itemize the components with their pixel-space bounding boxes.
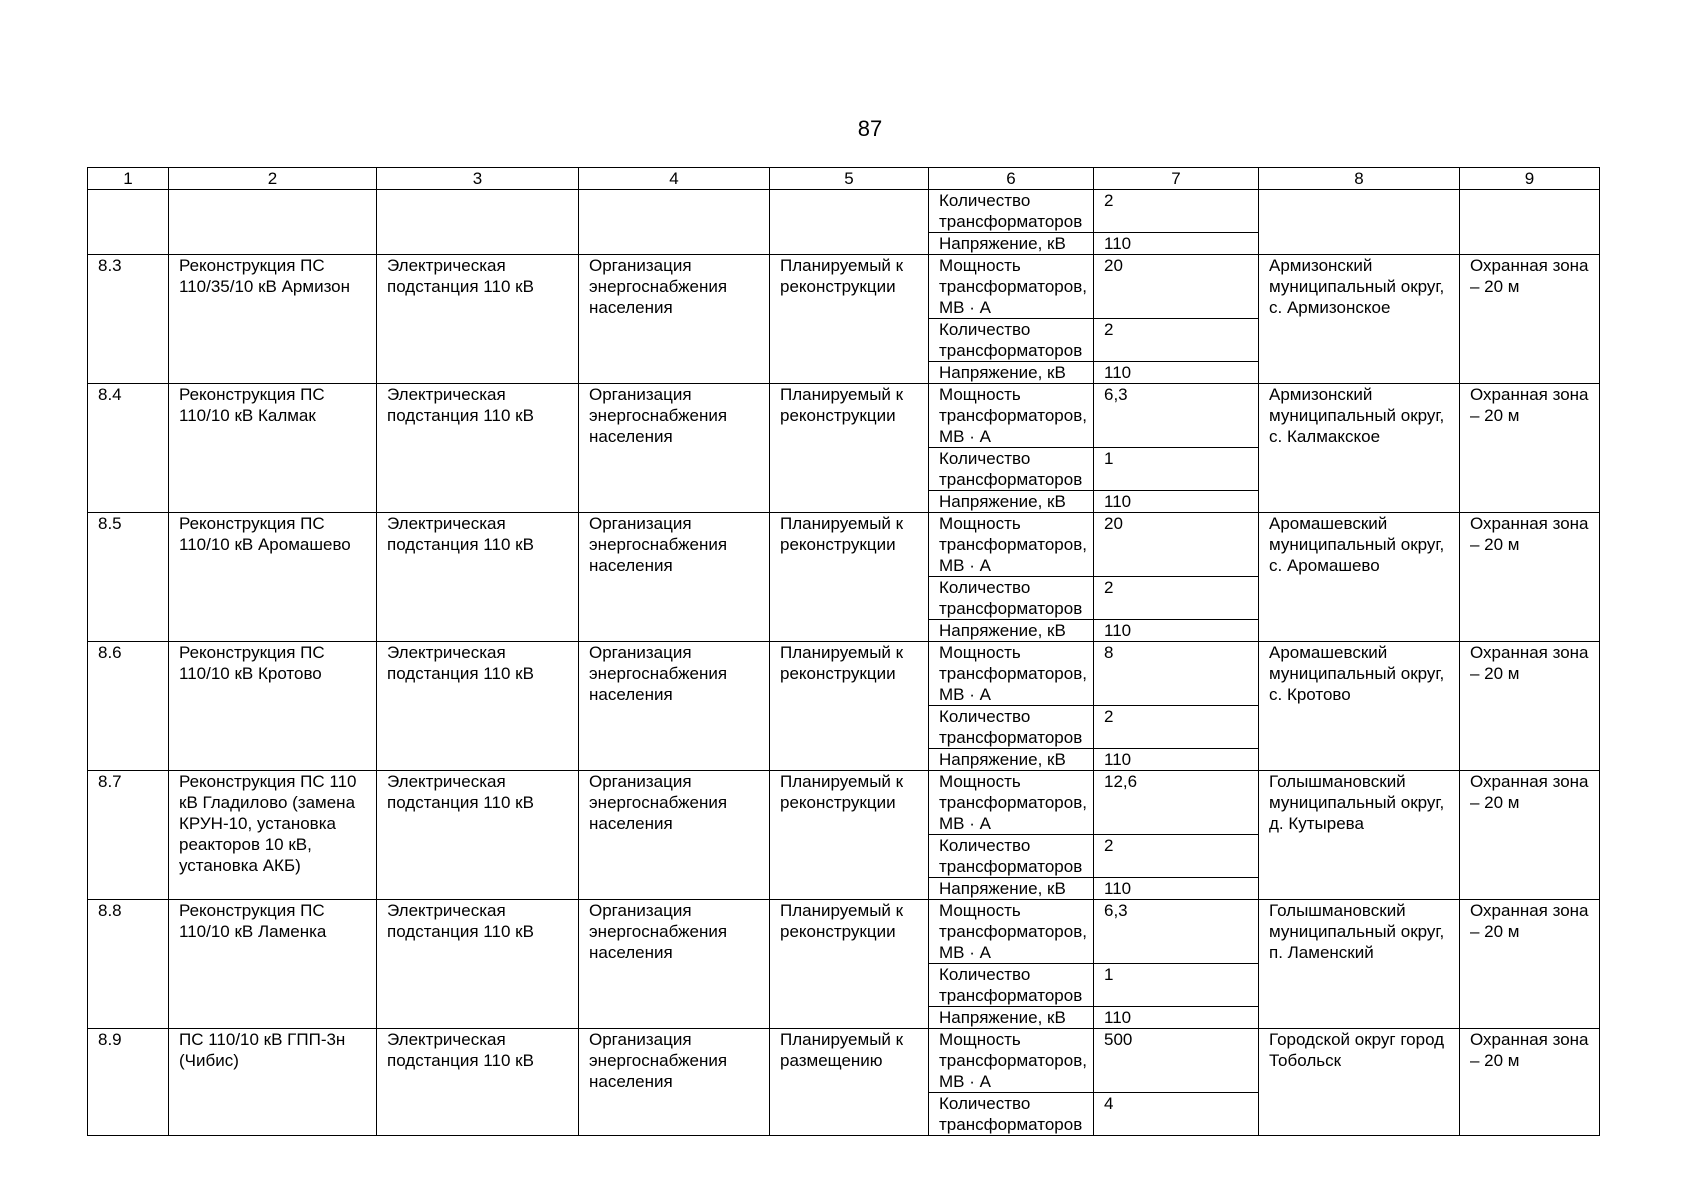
parameter-value: 6,3 [1094, 384, 1259, 448]
parameter-name: Количество трансформаторов [939, 191, 1083, 231]
objects-table [87, 167, 1600, 1136]
table-row [88, 900, 1600, 1029]
object-name: Реконструкция ПС 110/10 кВ Ламенка [169, 900, 377, 1029]
object-purpose: Организация энергоснабжения населения [579, 642, 770, 771]
row-number: 8.7 [88, 771, 169, 900]
parameters-table [929, 384, 1258, 512]
parameter-value: 2 [1094, 190, 1259, 233]
table-row [88, 771, 1600, 900]
parameters-table [929, 1029, 1258, 1135]
object-name: Реконструкция ПС 110/10 кВ Кротово [169, 642, 377, 771]
parameter-row [929, 255, 1258, 319]
object-purpose: Организация энергоснабжения населения [579, 900, 770, 1029]
parameter-name: Мощность трансформаторов, МВ · А [939, 1030, 1087, 1091]
parameter-name: Мощность трансформаторов, МВ · А [939, 385, 1087, 446]
table-row [88, 384, 1600, 513]
parameter-row [929, 1007, 1258, 1029]
page-number: 87 [857, 116, 883, 141]
column-number [929, 168, 1259, 190]
object-type: Электрическая подстанция 110 кВ [377, 900, 579, 1029]
parameter-name: Напряжение, кВ [929, 878, 1094, 900]
parameter-value: 1 [1094, 964, 1259, 1007]
protection-zone: Охранная зона – 20 м [1460, 900, 1600, 1029]
parameter-row [929, 384, 1258, 448]
object-name: Реконструкция ПС 110/10 кВ Калмак [169, 384, 377, 513]
object-parameters [929, 513, 1259, 642]
object-location: Аромашевский муниципальный округ, с. Кротово [1259, 642, 1460, 771]
parameter-name: Напряжение, кВ [929, 233, 1094, 255]
parameters-table [929, 900, 1258, 1028]
parameter-value: 1 [1094, 448, 1259, 491]
parameters-table [929, 771, 1258, 899]
column-number: 5 [770, 168, 929, 190]
parameter-value: 6,3 [1094, 900, 1259, 964]
row-number: 8.4 [88, 384, 169, 513]
object-parameters [929, 771, 1259, 900]
parameter-row [929, 491, 1258, 513]
table-row [88, 255, 1600, 384]
protection-zone: Охранная зона – 20 м [1460, 255, 1600, 384]
parameter-name: Напряжение, кВ [929, 491, 1094, 513]
parameters-table [929, 255, 1258, 383]
column-number-pair [929, 168, 1258, 189]
object-name: ПС 110/10 кВ ГПП-3н (Чибис) [169, 1029, 377, 1136]
parameters-table [929, 513, 1258, 641]
column-number: 9 [1460, 168, 1600, 190]
object-status: Планируемый к реконструкции [770, 255, 929, 384]
object-purpose: Организация энергоснабжения населения [579, 771, 770, 900]
object-parameters [929, 642, 1259, 771]
object-name: Реконструкция ПС 110/35/10 кВ Армизон [169, 255, 377, 384]
parameter-name: Напряжение, кВ [929, 749, 1094, 771]
parameter-row [929, 577, 1258, 620]
parameter-name: Мощность трансформаторов, МВ · А [939, 256, 1087, 317]
parameter-name: Мощность трансформаторов, МВ · А [939, 643, 1087, 704]
column-number: 3 [377, 168, 579, 190]
parameter-row [929, 448, 1258, 491]
object-parameters [929, 900, 1259, 1029]
object-parameters [929, 1029, 1259, 1136]
protection-zone: Охранная зона – 20 м [1460, 513, 1600, 642]
object-name: Реконструкция ПС 110 кВ Гладилово (замена КРУН-10, установка реакторов 10 кВ, установка АКБ) [169, 771, 377, 900]
parameters-table [929, 190, 1258, 254]
parameter-row [929, 835, 1258, 878]
parameter-row [929, 233, 1258, 255]
object-status: Планируемый к реконструкции [770, 513, 929, 642]
parameter-row [929, 362, 1258, 384]
object-parameters [929, 384, 1259, 513]
object-location: Аромашевский муниципальный округ, с. Аромашево [1259, 513, 1460, 642]
column-number-row [88, 168, 1600, 190]
object-type: Электрическая подстанция 110 кВ [377, 255, 579, 384]
parameter-name: Количество трансформаторов [929, 964, 1094, 1007]
parameter-value: 110 [1094, 878, 1259, 900]
object-status: Планируемый к реконструкции [770, 771, 929, 900]
column-number: 4 [579, 168, 770, 190]
parameter-value: 110 [1094, 362, 1259, 384]
continuation-row [88, 190, 1600, 255]
object-status: Планируемый к реконструкции [770, 384, 929, 513]
object-type: Электрическая подстанция 110 кВ [377, 1029, 579, 1136]
object-location: Городской округ город Тобольск [1259, 1029, 1460, 1136]
parameter-name: Напряжение, кВ [929, 362, 1094, 384]
parameter-value: 20 [1094, 513, 1259, 577]
table-row [88, 642, 1600, 771]
object-location: Голышмановский муниципальный округ, п. Ламенский [1259, 900, 1460, 1029]
object-status: Планируемый к реконструкции [770, 642, 929, 771]
parameter-row [929, 642, 1258, 706]
object-type: Электрическая подстанция 110 кВ [377, 513, 579, 642]
parameter-name: Мощность трансформаторов, МВ · А [939, 772, 1087, 833]
parameter-value: 2 [1094, 577, 1259, 620]
parameter-name: Количество трансформаторов [929, 319, 1094, 362]
column-number: 8 [1259, 168, 1460, 190]
object-status: Планируемый к размещению [770, 1029, 929, 1136]
parameter-row [929, 900, 1258, 964]
parameter-row [929, 620, 1258, 642]
object-type: Электрическая подстанция 110 кВ [377, 771, 579, 900]
protection-zone: Охранная зона – 20 м [1460, 1029, 1600, 1136]
column-number: 6 [1006, 169, 1016, 188]
object-purpose: Организация энергоснабжения населения [579, 384, 770, 513]
object-purpose: Организация энергоснабжения населения [579, 513, 770, 642]
parameter-name: Количество трансформаторов [929, 706, 1094, 749]
parameter-name: Количество трансформаторов [929, 448, 1094, 491]
parameter-row [929, 190, 1258, 233]
parameter-name: Мощность трансформаторов, МВ · А [939, 514, 1087, 575]
parameter-value: 110 [1094, 749, 1259, 771]
row-number: 8.6 [88, 642, 169, 771]
parameter-row [929, 706, 1258, 749]
protection-zone: Охранная зона – 20 м [1460, 642, 1600, 771]
parameter-value: 2 [1094, 706, 1259, 749]
protection-zone: Охранная зона – 20 м [1460, 384, 1600, 513]
parameter-row [929, 513, 1258, 577]
parameter-name: Количество трансформаторов [929, 577, 1094, 620]
parameter-row [929, 964, 1258, 1007]
parameter-value: 2 [1094, 319, 1259, 362]
row-number: 8.9 [88, 1029, 169, 1136]
parameter-value: 4 [1094, 1093, 1259, 1136]
parameter-row [929, 771, 1258, 835]
column-number: 2 [169, 168, 377, 190]
parameter-row [929, 1029, 1258, 1093]
object-parameters [929, 255, 1259, 384]
parameter-name: Мощность трансформаторов, МВ · А [939, 901, 1087, 962]
parameter-value: 110 [1094, 620, 1259, 642]
parameter-row [929, 1093, 1258, 1136]
parameter-value: 500 [1094, 1029, 1259, 1093]
parameter-row [929, 319, 1258, 362]
object-location: Армизонский муниципальный округ, с. Калмакское [1259, 384, 1460, 513]
parameter-row [929, 878, 1258, 900]
table-row [88, 513, 1600, 642]
parameter-name: Напряжение, кВ [929, 1007, 1094, 1029]
row-number: 8.8 [88, 900, 169, 1029]
parameter-name: Количество трансформаторов [929, 1093, 1094, 1136]
object-type: Электрическая подстанция 110 кВ [377, 384, 579, 513]
parameter-value: 20 [1094, 255, 1259, 319]
parameter-value: 8 [1094, 642, 1259, 706]
column-number: 1 [88, 168, 169, 190]
row-number: 8.5 [88, 513, 169, 642]
table-row [88, 1029, 1600, 1136]
parameter-name: Напряжение, кВ [929, 620, 1094, 642]
column-number: 7 [1094, 168, 1259, 189]
object-location: Голышмановский муниципальный округ, д. Кутырева [1259, 771, 1460, 900]
parameter-value: 2 [1094, 835, 1259, 878]
object-name: Реконструкция ПС 110/10 кВ Аромашево [169, 513, 377, 642]
object-purpose: Организация энергоснабжения населения [579, 1029, 770, 1136]
parameter-value: 12,6 [1094, 771, 1259, 835]
parameter-row [929, 749, 1258, 771]
parameter-value: 110 [1094, 1007, 1259, 1029]
parameter-value: 110 [1094, 233, 1259, 255]
object-purpose: Организация энергоснабжения населения [579, 255, 770, 384]
row-number: 8.3 [88, 255, 169, 384]
object-location: Армизонский муниципальный округ, с. Армизонское [1259, 255, 1460, 384]
object-status: Планируемый к реконструкции [770, 900, 929, 1029]
protection-zone: Охранная зона – 20 м [1460, 771, 1600, 900]
parameter-name: Количество трансформаторов [929, 835, 1094, 878]
parameters-table [929, 642, 1258, 770]
object-type: Электрическая подстанция 110 кВ [377, 642, 579, 771]
parameter-value: 110 [1094, 491, 1259, 513]
